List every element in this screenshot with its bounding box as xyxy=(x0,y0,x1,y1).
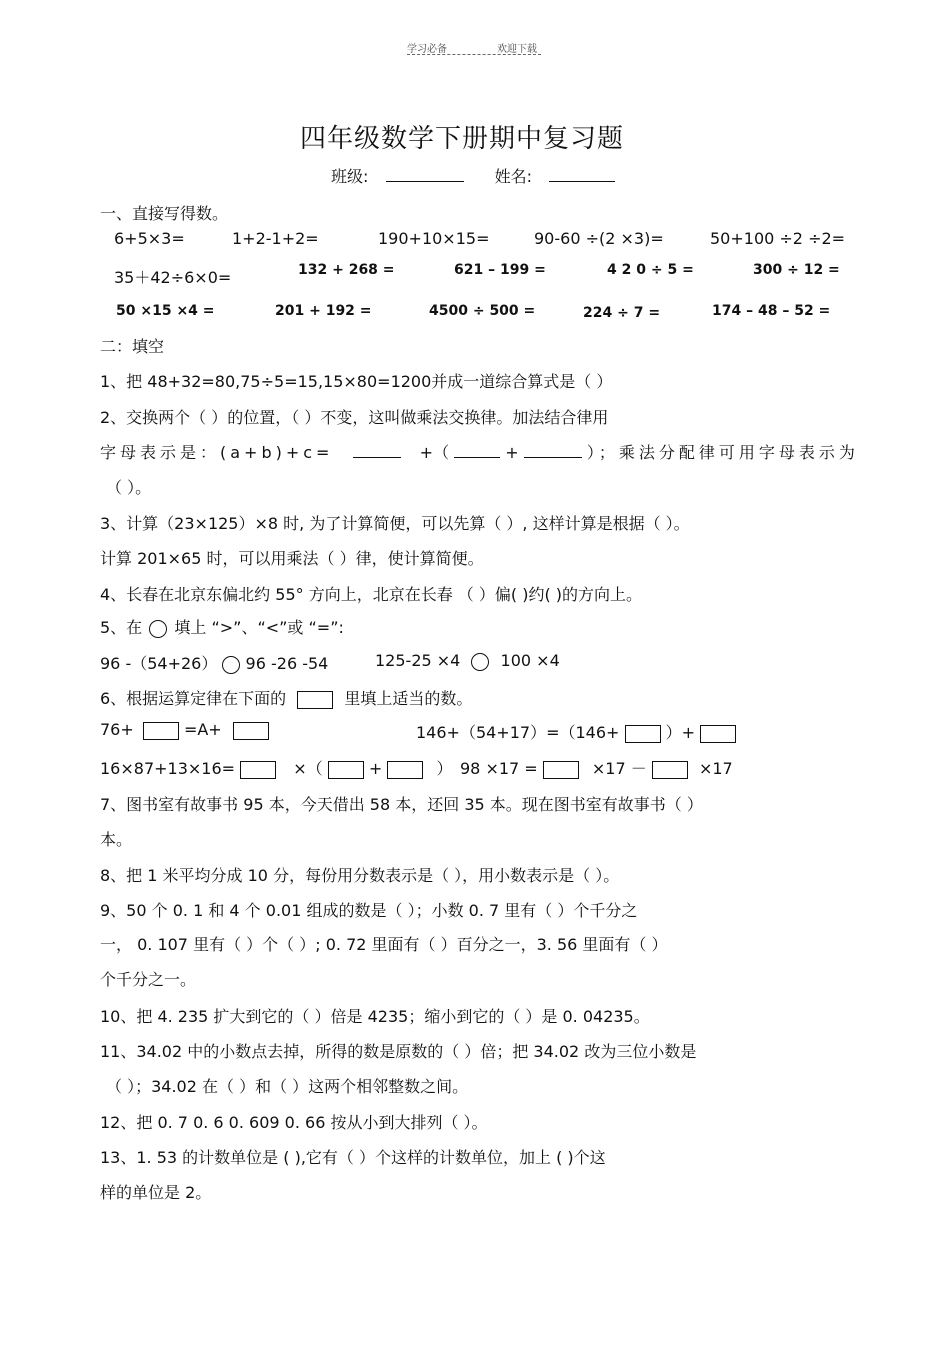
circle-icon xyxy=(149,620,167,638)
q2-blank-2[interactable] xyxy=(454,443,500,458)
q5-expr-4: 100 ×4 xyxy=(500,651,560,670)
question-4: 4、长春在北京东偏北约 55° 方向上，北京在长春 （ ）偏( )约( )的方向上。 xyxy=(100,585,643,604)
question-10: 10、把 4. 235 扩大到它的（ ）倍是 4235；缩小到它的（ ）是 0. 04235。 xyxy=(100,1007,650,1026)
calc-3-3: 4500 ÷ 500 = xyxy=(429,303,536,319)
q6-box-3[interactable] xyxy=(625,725,661,743)
calc-3-5: 174 – 48 – 52 = xyxy=(712,303,831,319)
calc-2-2: 132 + 268 = xyxy=(298,262,395,278)
question-11-line-1: 11、34.02 中的小数点去掉，所得的数是原数的（ ）倍；把 34.02 改为三位小数是 xyxy=(100,1042,697,1061)
compare-circle-2[interactable] xyxy=(471,653,489,671)
question-3-line-1: 3、计算（23×125）×8 时, 为了计算简便，可以先算（ ）, 这样计算是根据（ ）。 xyxy=(100,514,690,533)
q2-formula-mid: +（ xyxy=(419,443,450,462)
q2-formula-start: 字母表示是：(a+b)+c= xyxy=(100,443,334,462)
q6-r2a-text-3: + xyxy=(368,759,383,778)
q6-box-6[interactable] xyxy=(328,761,364,779)
header-left: 学习必备 xyxy=(407,44,447,55)
page-title: 四年级数学下册期中复习题 xyxy=(300,124,625,154)
q5-expr-3: 125-25 ×4 xyxy=(375,651,461,670)
question-8: 8、把 1 米平均分成 10 分，每份用分数表示是（ ），用小数表示是（ ）。 xyxy=(100,866,620,885)
info-row xyxy=(331,164,615,187)
q2-blank-1[interactable] xyxy=(353,443,401,458)
question-2-line-1: 2、交换两个（ ）的位置，（ ）不变，这叫做乘法交换律。加法结合律用 xyxy=(100,408,609,427)
question-6 xyxy=(100,686,472,709)
q6-r1a-text-1: 76+ xyxy=(100,720,134,739)
q6-r1b-text-1: 146+（54+17）=（146+ xyxy=(416,723,620,742)
q2-formula-plus: + xyxy=(505,443,519,462)
calc-1-5: 50+100 ÷2 ÷2= xyxy=(710,229,846,248)
question-2-line-2 xyxy=(100,440,859,463)
calc-1-1: 6+5×3= xyxy=(114,229,185,248)
question-13-line-2: 样的单位是 2。 xyxy=(100,1183,212,1202)
calc-1-4: 90-60 ÷(2 ×3)= xyxy=(534,229,664,248)
q5-expr-2: 96 -26 -54 xyxy=(245,654,329,673)
q6-row1-right xyxy=(416,720,736,743)
q2-blank-3[interactable] xyxy=(524,443,582,458)
name-blank[interactable] xyxy=(549,167,615,182)
q6-box-5[interactable] xyxy=(240,761,276,779)
q6-r2a-text-4: ） xyxy=(436,759,453,778)
class-blank[interactable] xyxy=(386,167,464,182)
q5-expr-1: 96 -（54+26） xyxy=(100,654,218,673)
q6-example-box xyxy=(297,691,333,709)
q6-box-9[interactable] xyxy=(652,761,688,779)
question-7-line-2: 本。 xyxy=(100,830,133,849)
calc-3-2: 201 + 192 = xyxy=(275,303,372,319)
section2-heading: 二：填空 xyxy=(100,337,165,356)
question-9-line-1: 9、50 个 0. 1 和 4 个 0.01 组成的数是（ ）；小数 0. 7 里有（ ）个千分之 xyxy=(100,901,638,920)
q6-box-1[interactable] xyxy=(143,722,179,740)
q6-r2a-text-2: ×（ xyxy=(293,759,323,778)
question-13-line-1: 13、1. 53 的计数单位是 ( ),它有（ ）个这样的计数单位，加上 ( )个这 xyxy=(100,1148,606,1167)
q6-r2b-text-3: ×17 xyxy=(698,759,733,778)
question-12: 12、把 0. 7 0. 6 0. 609 0. 66 按从小到大排列（ ）。 xyxy=(100,1113,488,1132)
q5-instruction: 填上 “>”、“<”或 “=”: xyxy=(174,618,344,637)
q6-row1-left xyxy=(100,720,269,740)
q6-r1b-text-2: ）+ xyxy=(665,723,696,742)
question-9-line-3: 个千分之一。 xyxy=(100,970,197,989)
question-9-line-2: 一， 0. 107 里有（ ）个（ ）; 0. 72 里面有（ ）百分之一，3. 56 里面有（ ） xyxy=(100,935,668,954)
calc-2-1: 35＋42÷6×0= xyxy=(114,268,232,287)
question-7-line-1: 7、图书室有故事书 95 本，今天借出 58 本，还回 35 本。现在图书室有故事书（ ） xyxy=(100,795,703,814)
calc-1-3: 190+10×15= xyxy=(378,229,490,248)
calc-1-2: 1+2-1+2= xyxy=(232,229,319,248)
header-divider xyxy=(407,54,541,55)
question-5-line-1 xyxy=(100,615,344,638)
q6-box-4[interactable] xyxy=(700,725,736,743)
q6-box-2[interactable] xyxy=(233,722,269,740)
q6-instruction: 里填上适当的数。 xyxy=(344,689,473,708)
q6-box-8[interactable] xyxy=(543,761,579,779)
name-label: 姓名: xyxy=(494,167,532,186)
q5-intro: 5、在 xyxy=(100,618,143,637)
question-11-line-2: （ ）；34.02 在（ ）和（ ）这两个相邻整数之间。 xyxy=(106,1077,469,1096)
class-label: 班级: xyxy=(331,167,369,186)
q6-r2a-text-1: 16×87+13×16= xyxy=(100,759,236,778)
calc-2-4: 4 2 0 ÷ 5 = xyxy=(607,262,694,278)
calc-2-5: 300 ÷ 12 = xyxy=(753,262,840,278)
section1-heading: 一、直接写得数。 xyxy=(100,204,229,223)
calc-2-3: 621 – 199 = xyxy=(454,262,546,278)
header-right: 欢迎下载 xyxy=(497,44,537,55)
q6-row2-left xyxy=(100,756,452,779)
q6-r1a-text-2: =A+ xyxy=(183,720,222,739)
question-3-line-2: 计算 201×65 时，可以用乘法（ ）律，使计算简便。 xyxy=(100,549,484,568)
q6-r2b-text-1: 98 ×17 = xyxy=(460,759,538,778)
question-5-line-2b xyxy=(375,651,560,671)
question-5-line-2 xyxy=(100,651,328,674)
calc-3-4: 224 ÷ 7 = xyxy=(583,305,661,321)
q6-r2b-text-2: ×17 － xyxy=(591,759,647,778)
question-1: 1、把 48+32=80,75÷5=15,15×80=1200并成一道综合算式是（ ） xyxy=(100,372,613,391)
compare-circle-1[interactable] xyxy=(222,656,240,674)
question-2-line-3: （ ）。 xyxy=(106,478,152,497)
q6-box-7[interactable] xyxy=(387,761,423,779)
q2-formula-end: ）；乘法分配律可用字母表示为 xyxy=(586,443,859,462)
q6-row2-right xyxy=(460,756,733,779)
q6-intro: 6、根据运算定律在下面的 xyxy=(100,689,287,708)
calc-3-1: 50 ×15 ×4 = xyxy=(116,303,215,319)
